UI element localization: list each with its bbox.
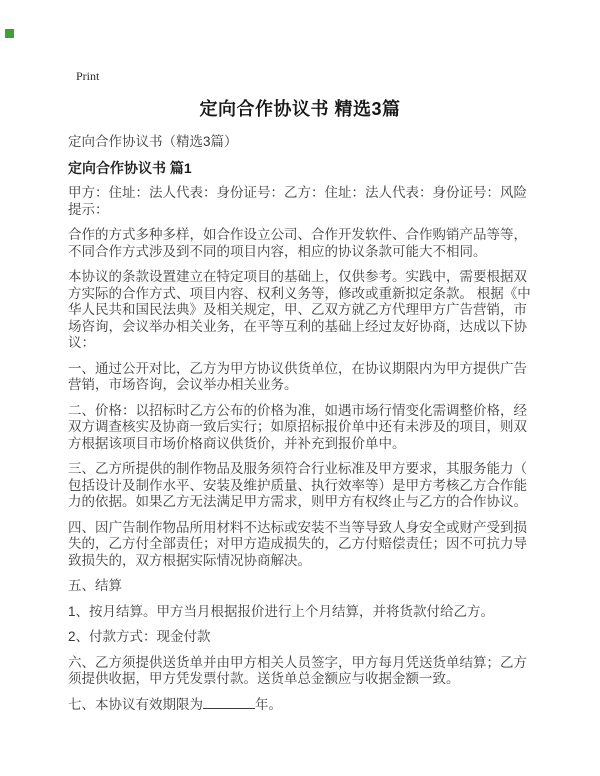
paragraph: 合作的方式多种多样，如合作设立公司、合作开发软件、合作购销产品等等，不同合作方式涉及到不同的项目内容，相应的协议条款可能大不相同。 <box>68 227 527 259</box>
paragraph: 五、结算 <box>68 578 122 593</box>
paragraph: 一、通过公开对比，乙方为甲方协议供货单位，在协议期限内为甲方提供广告营销，市场咨询，会议举办相关业务。 <box>68 360 527 392</box>
paragraph: 本协议的条款设置建立在特定项目的基础上，仅供参考。实践中，需要根据双方实际的合作方式、项目内容、权利义务等，修改或重新拟定条款。 根据《中华人民共和国民法典》及相关规定，甲、乙双方就乙方代理甲方广告营销，市场咨询，会议举办相关业务，在平等互利的基础上经过友好协商，达成以下协议： <box>68 269 531 350</box>
paragraph: 甲方：住址：法人代表：身份证号：乙方：住址：法人代表：身份证号：风险提示： <box>68 185 527 217</box>
green-marker-icon <box>5 29 14 38</box>
document-title: 定向合作协议书 精选3篇 <box>199 99 401 119</box>
document-subtitle: 定向合作协议书（精选3篇） <box>68 134 238 149</box>
paragraph: 六、乙方须提供送货单并由甲方相关人员签字，甲方每月凭送货单结算；乙方须提供收据，甲方凭发票付款。送货单总金额应与收据金额一致。 <box>68 654 527 686</box>
document-content <box>68 97 532 722</box>
paragraph: 1、按月结算。甲方当月根据报价进行上个月结算，并将货款付给乙方。 <box>68 603 495 619</box>
paragraph: 2、付款方式：现金付款 <box>68 629 211 644</box>
print-button[interactable]: Print <box>76 69 100 83</box>
paragraph-list <box>68 185 532 713</box>
paragraph: 七、本协议有效期限为 年。 <box>68 696 282 712</box>
paragraph: 四、因广告制作物品所用材料不达标或安装不当等导致人身安全或财产受到损失的，乙方付全部责任；对甲方造成损失的，乙方付赔偿责任；因不可抗力导致损失的，双方根据实际情况协商解决。 <box>68 519 527 568</box>
paragraph: 三、乙方所提供的制作物品及服务须符合行业标准及甲方要求，其服务能力（包括设计及制作水平、安装及维护质量、执行效率等）是甲方考核乙方合作能力的依据。如果乙方无法满足甲方需求，则甲方有权终止与乙方的合作协议。 <box>68 461 527 509</box>
section-heading: 定向合作协议书 篇1 <box>68 159 192 176</box>
paragraph: 二、价格：以招标时乙方公布的价格为准，如遇市场行情变化需调整价格，经双方调查核实及协商一致后实行；如原招标报价单中还有未涉及的项目，则双方根据该项目市场价格商议供货价，并补充到报价单中。 <box>68 402 527 451</box>
blank-underline <box>203 697 255 709</box>
